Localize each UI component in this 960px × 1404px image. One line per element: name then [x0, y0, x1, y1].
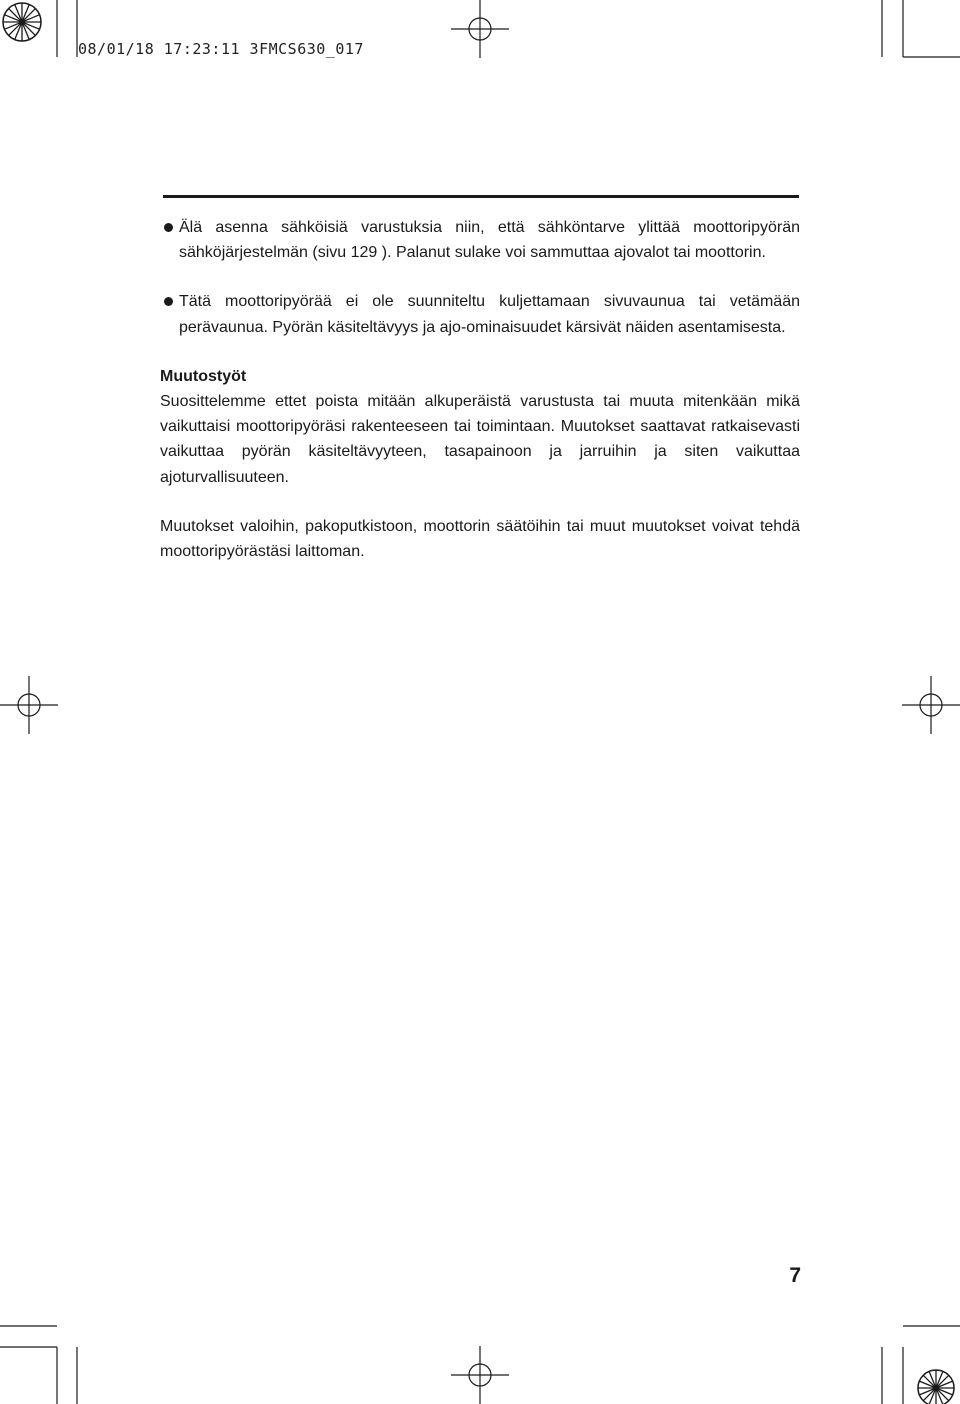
page-number: 7 — [789, 1264, 801, 1287]
bullet-text: Tätä moottoripyörää ei ole suunniteltu kuljettamaan sivuvaunua tai vetämään perävaunua. Pyörän käsiteltävyys ja ajo-ominaisuudet kärsivät näiden asentamisesta. — [179, 293, 800, 336]
section-paragraph: Suosittelemme ettet poista mitään alkuperäistä varustusta tai muuta mitenkään mikä vaikuttaisi moottoripyöräsi rakenteeseen tai toimintaan. Muutokset saattavat ratkaisevasti vaikuttaa pyörän käsiteltävyyteen, tasapainoon ja jarruihin ja siten vaikuttaa ajoturvallisuuteen. — [160, 393, 800, 486]
section-paragraph: Muutokset valoihin, pakoputkistoon, moottorin säätöihin tai muut muutokset voivat tehdä moottoripyörästäsi laittoman. — [160, 517, 800, 561]
print-slug: 08/01/18 17:23:11 3FMCS630_017 — [78, 40, 364, 58]
section-title: Muutostyöt — [160, 367, 247, 385]
bullet-text: Älä asenna sähköisiä varustuksia niin, että sähköntarve ylittää moottoripyörän sähköjärjestelmän (sivu 129 ). Palanut sulake voi sammuttaa ajovalot tai moottorin. — [179, 219, 800, 262]
